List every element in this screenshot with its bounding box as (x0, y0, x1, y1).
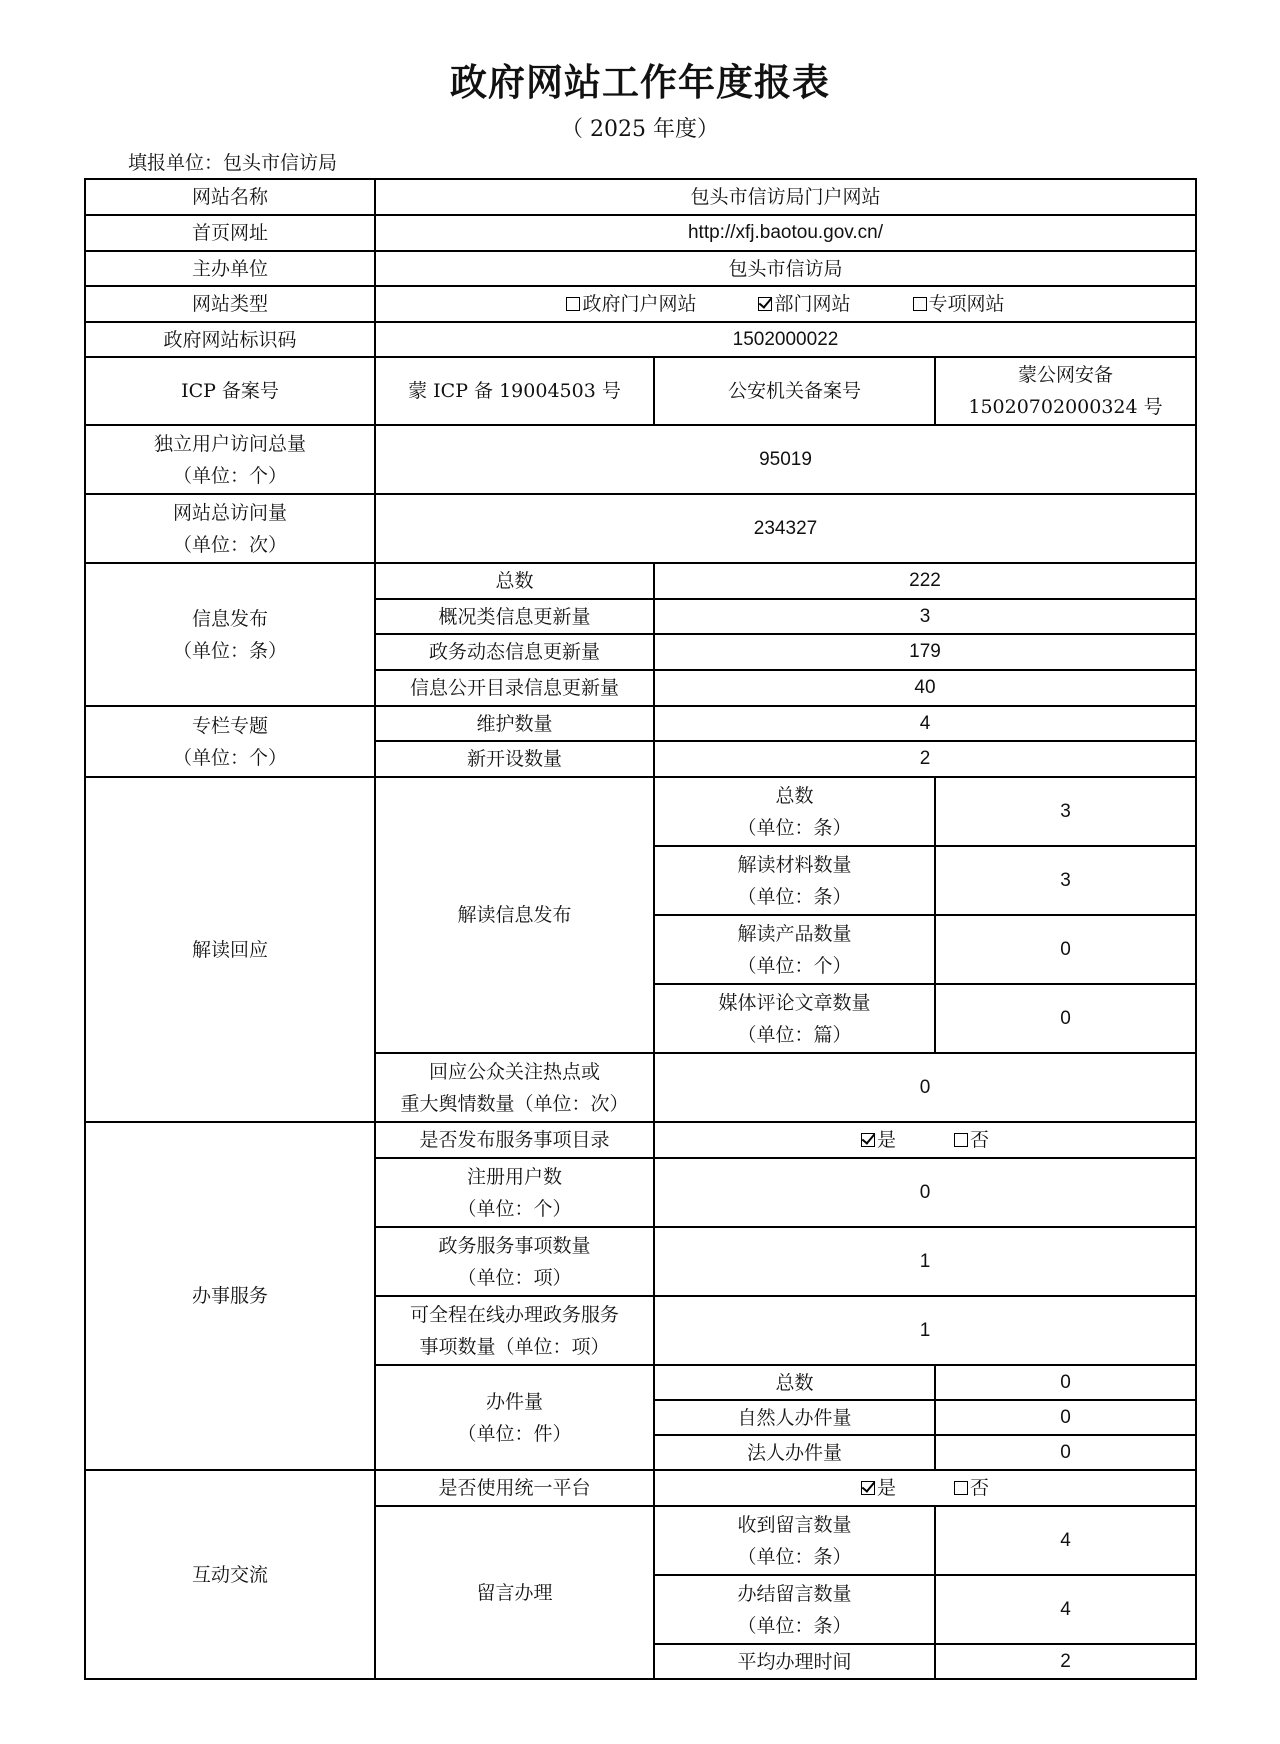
icp-label: ICP 备案号 (85, 357, 375, 425)
info-row-label: 总数 (375, 563, 654, 599)
registered-users-label: 注册用户数 （单位：个） (375, 1158, 654, 1227)
row-info-total (85, 563, 1196, 599)
row-site-id-code (85, 322, 1196, 357)
cases-label: 办件量 （单位：件） (375, 1365, 654, 1470)
interpretation-sub-label: 解读信息发布 (375, 777, 654, 1053)
checked-checkbox-icon (861, 1133, 875, 1147)
interp-row-value: 3 (935, 777, 1196, 846)
cases-row-value: 0 (935, 1435, 1196, 1470)
service-catalog-label: 是否发布服务事项目录 (375, 1122, 654, 1158)
interp-row-value: 0 (935, 984, 1196, 1053)
platform-no[interactable]: 否 (954, 1472, 989, 1504)
site-id-value: 1502000022 (375, 322, 1196, 357)
info-row-value: 3 (654, 599, 1196, 634)
checkbox-icon (954, 1133, 968, 1147)
online-items-label: 可全程在线办理政务服务 事项数量（单位：项） (375, 1296, 654, 1365)
row-columns-maintained (85, 706, 1196, 741)
messages-completed-label: 办结留言数量 （单位：条） (654, 1575, 935, 1644)
service-catalog-no[interactable]: 否 (954, 1124, 989, 1156)
sponsor-label: 主办单位 (85, 251, 375, 286)
interp-row-value: 3 (935, 846, 1196, 915)
interaction-label: 互动交流 (85, 1470, 375, 1679)
site-name-value: 包头市信访局门户网站 (375, 179, 1196, 215)
interp-row-value: 0 (935, 915, 1196, 984)
site-type-option-department[interactable]: 部门网站 (758, 288, 850, 320)
site-type-option-government[interactable]: 政府门户网站 (566, 288, 696, 320)
platform-yes[interactable]: 是 (861, 1472, 896, 1504)
fill-unit: 填报单位：包头市信访局 (128, 152, 338, 174)
unified-platform-options (654, 1470, 1196, 1506)
cases-row-value: 0 (935, 1365, 1196, 1400)
checked-checkbox-icon (758, 297, 772, 311)
columns-row-label: 维护数量 (375, 706, 654, 741)
row-unique-visitors (85, 425, 1196, 494)
unique-visitors-value: 95019 (375, 425, 1196, 494)
site-type-options (375, 286, 1196, 322)
avg-time-value: 2 (935, 1644, 1196, 1679)
row-icp (85, 357, 1196, 425)
site-name-label: 网站名称 (85, 179, 375, 215)
columns-label: 专栏专题 （单位：个） (85, 706, 375, 777)
row-site-name (85, 179, 1196, 215)
interp-row-label: 媒体评论文章数量 （单位：篇） (654, 984, 935, 1053)
checkbox-icon (566, 297, 580, 311)
columns-row-value: 2 (654, 741, 1196, 777)
police-record-label: 公安机关备案号 (654, 357, 935, 425)
services-label: 办事服务 (85, 1122, 375, 1470)
row-service-catalog (85, 1122, 1196, 1158)
checked-checkbox-icon (861, 1481, 875, 1495)
avg-time-label: 平均办理时间 (654, 1644, 935, 1679)
info-publish-label: 信息发布 （单位：条） (85, 563, 375, 706)
icp-value: 蒙 ICP 备 19004503 号 (375, 357, 654, 425)
interp-response-label: 回应公众关注热点或 重大舆情数量（单位：次） (375, 1053, 654, 1122)
row-interp-total (85, 777, 1196, 846)
info-row-value: 222 (654, 563, 1196, 599)
site-type-label: 网站类型 (85, 286, 375, 322)
service-catalog-yes[interactable]: 是 (861, 1124, 896, 1156)
interp-response-value: 0 (654, 1053, 1196, 1122)
checkbox-icon (913, 297, 927, 311)
site-type-option-special[interactable]: 专项网站 (913, 288, 1005, 320)
columns-row-label: 新开设数量 (375, 741, 654, 777)
cases-row-label: 总数 (654, 1365, 935, 1400)
police-record-value: 蒙公网安备 15020702000324 号 (935, 357, 1196, 425)
row-total-visits (85, 494, 1196, 563)
page-title: 政府网站工作年度报表 (450, 60, 830, 104)
service-catalog-options (654, 1122, 1196, 1158)
row-sponsor (85, 251, 1196, 286)
service-items-label: 政务服务事项数量 （单位：项） (375, 1227, 654, 1296)
info-row-value: 179 (654, 634, 1196, 670)
info-row-value: 40 (654, 670, 1196, 706)
sponsor-value: 包头市信访局 (375, 251, 1196, 286)
cases-row-value: 0 (935, 1400, 1196, 1435)
cases-row-label: 法人办件量 (654, 1435, 935, 1470)
info-row-label: 政务动态信息更新量 (375, 634, 654, 670)
report-table (84, 178, 1197, 1680)
interp-row-label: 总数 （单位：条） (654, 777, 935, 846)
total-visits-value: 234327 (375, 494, 1196, 563)
unique-visitors-label: 独立用户访问总量 （单位：个） (85, 425, 375, 494)
checkbox-icon (954, 1481, 968, 1495)
row-unified-platform (85, 1470, 1196, 1506)
service-items-value: 1 (654, 1227, 1196, 1296)
row-site-type (85, 286, 1196, 322)
report-year: （ 2025 年度） (561, 117, 719, 142)
row-home-url (85, 215, 1196, 251)
cases-row-label: 自然人办件量 (654, 1400, 935, 1435)
unified-platform-label: 是否使用统一平台 (375, 1470, 654, 1506)
site-id-label: 政府网站标识码 (85, 322, 375, 357)
messages-received-label: 收到留言数量 （单位：条） (654, 1506, 935, 1575)
messages-received-value: 4 (935, 1506, 1196, 1575)
messages-completed-value: 4 (935, 1575, 1196, 1644)
interp-row-label: 解读材料数量 （单位：条） (654, 846, 935, 915)
interpretation-label: 解读回应 (85, 777, 375, 1122)
interp-row-label: 解读产品数量 （单位：个） (654, 915, 935, 984)
home-url-value: http://xfj.baotou.gov.cn/ (375, 215, 1196, 251)
home-url-label: 首页网址 (85, 215, 375, 251)
online-items-value: 1 (654, 1296, 1196, 1365)
info-row-label: 概况类信息更新量 (375, 599, 654, 634)
total-visits-label: 网站总访问量 （单位：次） (85, 494, 375, 563)
columns-row-value: 4 (654, 706, 1196, 741)
registered-users-value: 0 (654, 1158, 1196, 1227)
messages-label: 留言办理 (375, 1506, 654, 1679)
info-row-label: 信息公开目录信息更新量 (375, 670, 654, 706)
